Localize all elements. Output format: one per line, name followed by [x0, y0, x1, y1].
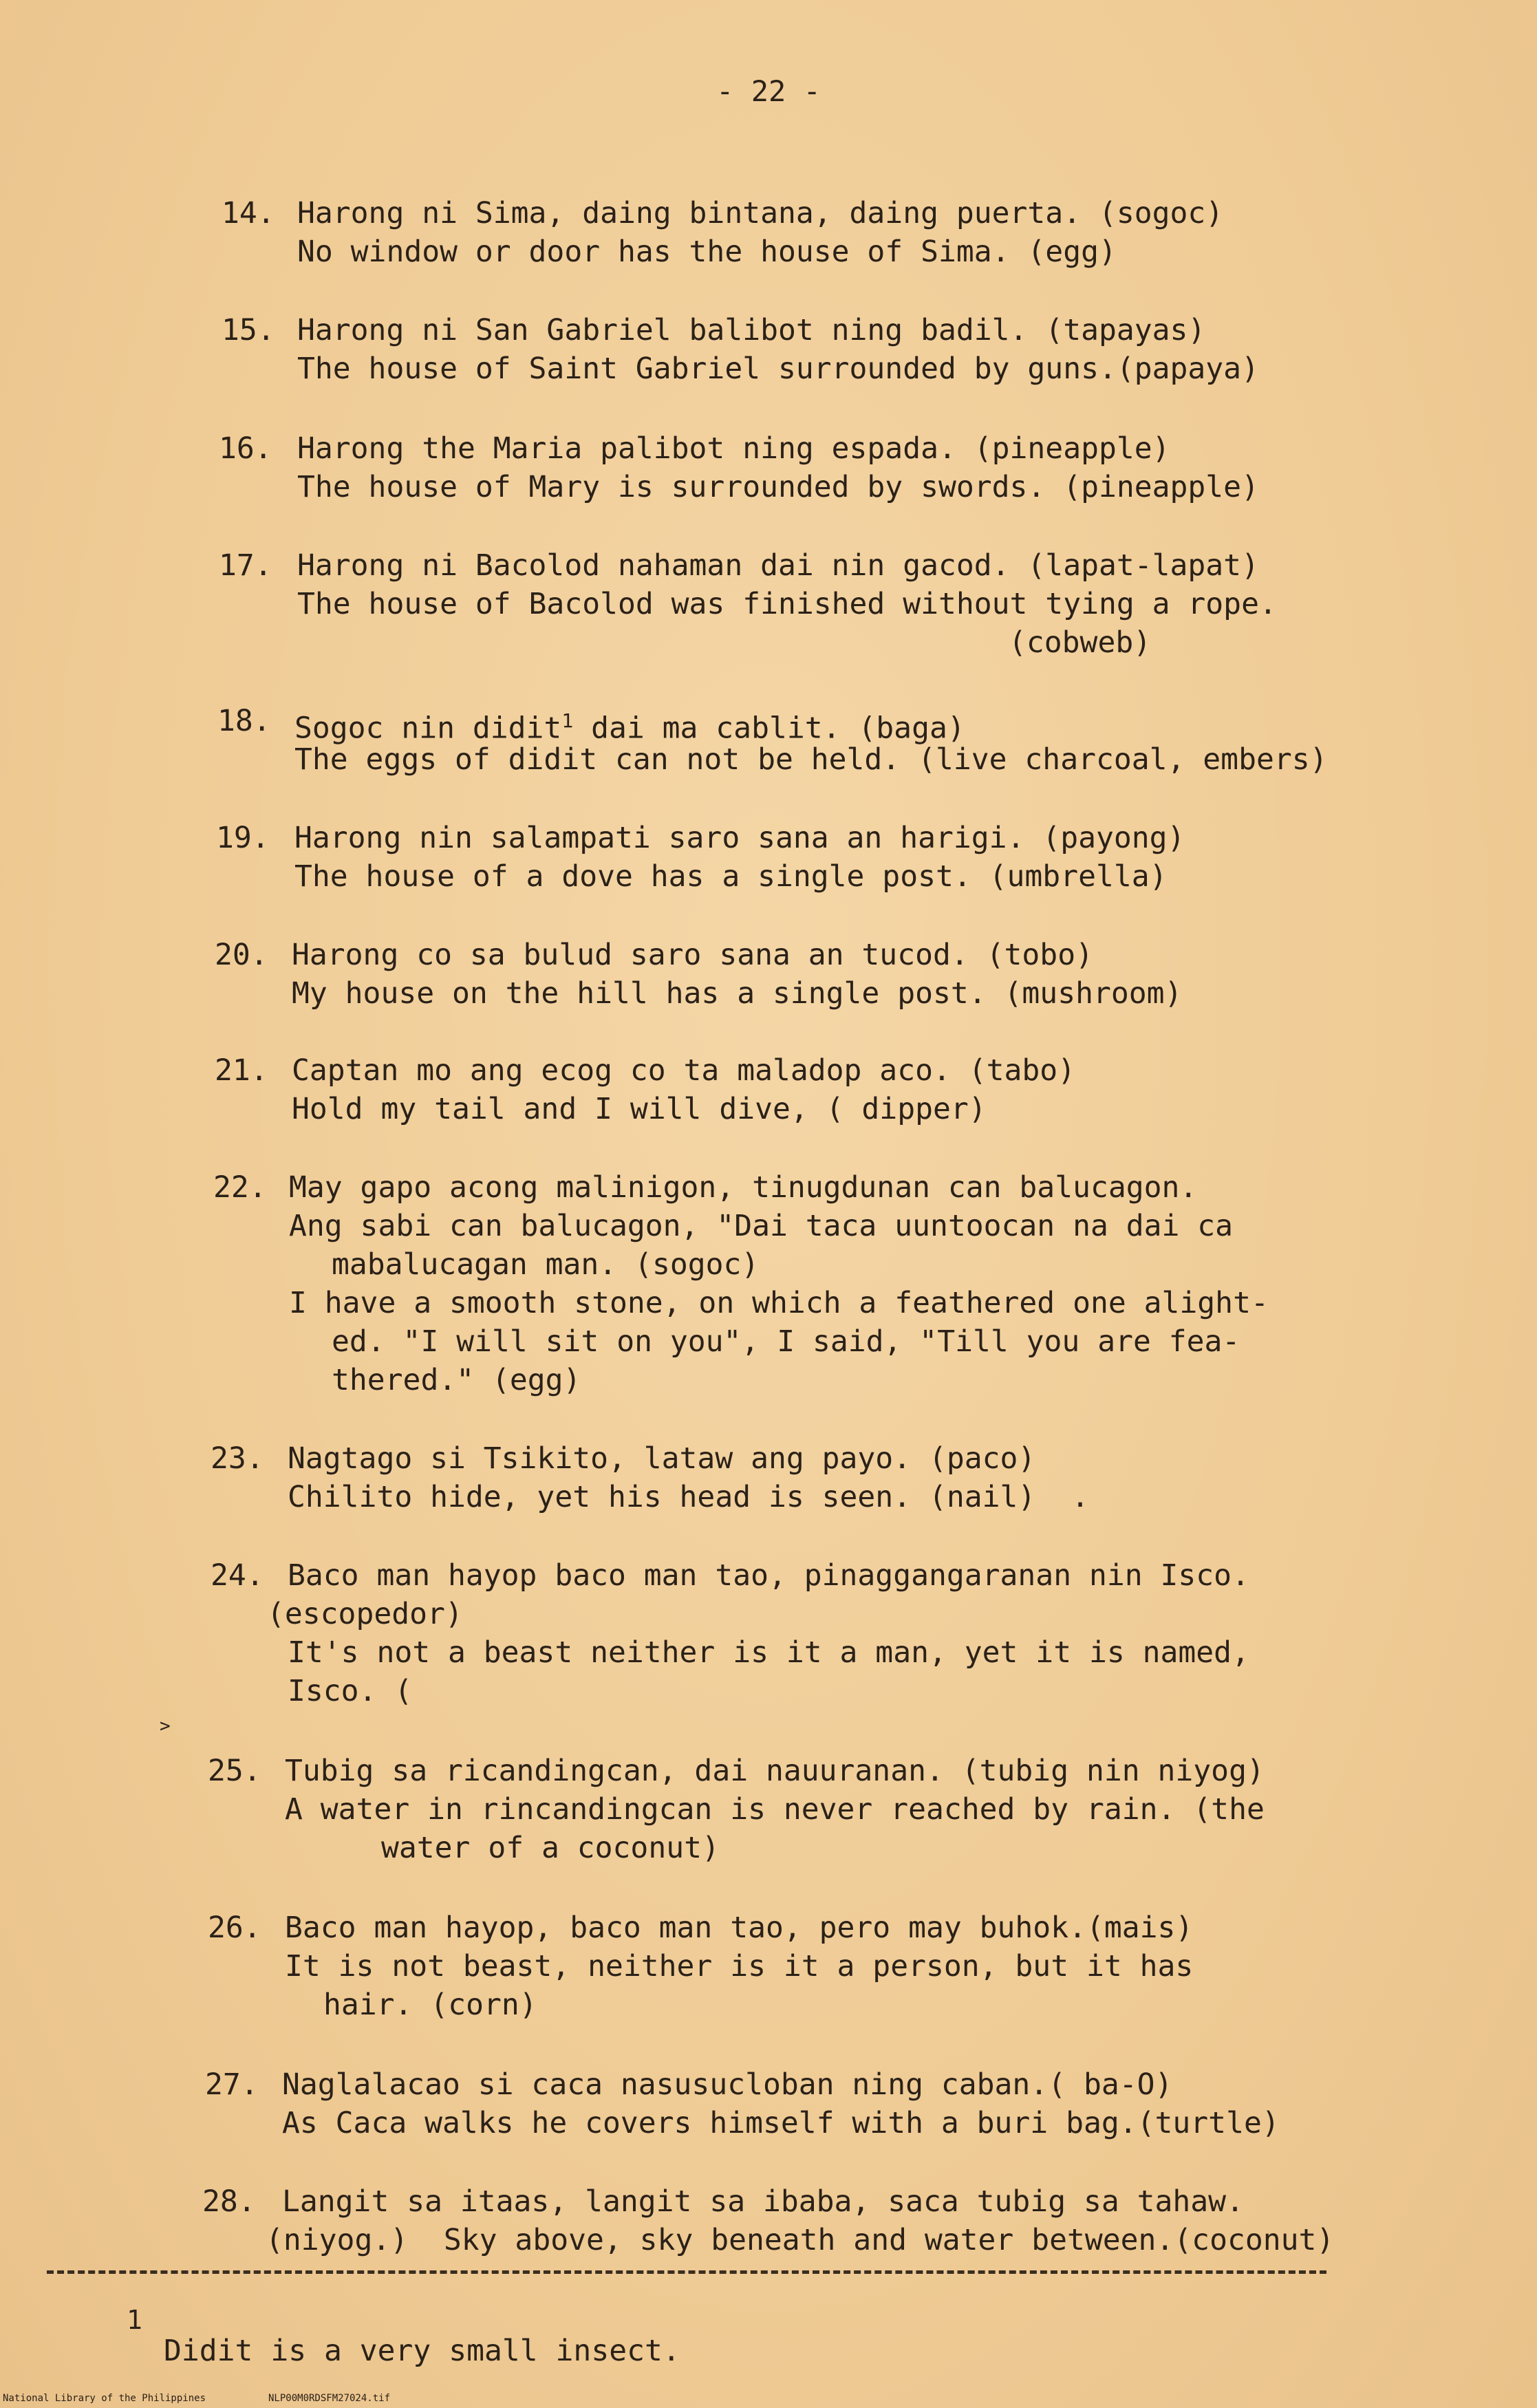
- riddle-answer-continued: (cobweb): [1009, 625, 1152, 660]
- riddle-translation: Hold my tail and I will dive, ( dipper): [292, 1092, 987, 1126]
- scan-file-label: NLP00M0RDSFM27024.tif: [268, 2393, 391, 2404]
- riddle-original: Harong ni Bacolod nahaman dai nin gacod. (lapat-lapat): [297, 548, 1259, 583]
- riddle-original: Harong the Maria palibot ning espada. (pineapple): [297, 431, 1170, 466]
- footnote-number: 1: [127, 2305, 142, 2335]
- riddle-number: 20.: [215, 938, 268, 972]
- riddle-translation: I have a smooth stone, on which a feathered one alight-: [289, 1286, 1269, 1320]
- riddle-translation: ed. "I will sit on you", I said, "Till you are fea-: [332, 1324, 1240, 1359]
- riddle-translation: The house of Mary is surrounded by swords. (pineapple): [297, 470, 1259, 504]
- riddle-original: Harong ni Sima, daing bintana, daing puerta. (sogoc): [297, 196, 1224, 230]
- riddle-translation: No window or door has the house of Sima. (egg): [297, 235, 1117, 269]
- riddle-number: 15.: [222, 313, 275, 347]
- riddle-number: 14.: [222, 196, 275, 230]
- riddle-original: Ang sabi can balucagon, "Dai taca uuntoocan na dai ca: [289, 1209, 1234, 1243]
- riddle-translation: hair. (corn): [323, 1988, 537, 2022]
- footnote-ref: 1: [561, 709, 574, 732]
- riddle-translation: The house of Bacolod was finished without tying a rope.: [297, 587, 1277, 621]
- riddle-original: Captan mo ang ecog co ta maladop aco. (tabo): [292, 1053, 1076, 1088]
- riddle-translation: The house of a dove has a single post. (umbrella): [294, 859, 1168, 894]
- riddle-translation: (niyog.) Sky above, sky beneath and water between.(coconut): [266, 2223, 1335, 2257]
- riddle-text-part: Sogoc nin didit: [294, 711, 562, 746]
- riddle-original: Baco man hayop baco man tao, pinaggangaranan nin Isco.: [288, 1558, 1249, 1593]
- riddle-translation: Chilito hide, yet his head is seen. (nail) .: [288, 1480, 1089, 1514]
- riddle-number: 27.: [205, 2067, 259, 2102]
- riddle-text-part: dai ma cablit. (baga): [573, 711, 965, 746]
- riddle-number: 23.: [211, 1441, 264, 1476]
- footnote-text: Didit is a very small insect.: [164, 2334, 680, 2368]
- riddle-number: 22.: [213, 1170, 267, 1205]
- riddle-number: 16.: [219, 431, 272, 466]
- riddle-original: Tubig sa ricandingcan, dai nauuranan. (tubig nin niyog): [285, 1754, 1265, 1788]
- riddle-translation: Isco. (: [288, 1674, 413, 1708]
- riddle-translation: water of a coconut): [381, 1831, 720, 1865]
- footnote-divider: [47, 2270, 1326, 2274]
- riddle-translation: thered." (egg): [332, 1363, 581, 1397]
- riddle-number: 28.: [202, 2184, 256, 2219]
- riddle-original: Harong ni San Gabriel balibot ning badil. (tapayas): [297, 313, 1206, 347]
- riddle-number: 19.: [216, 821, 270, 855]
- riddle-original: mabalucagan man. (sogoc): [332, 1247, 760, 1282]
- riddle-number: 25.: [208, 1754, 261, 1788]
- riddle-translation: A water in rincandingcan is never reached by rain. (the: [285, 1792, 1265, 1827]
- riddle-translation: As Caca walks he covers himself with a buri bag.(turtle): [282, 2106, 1280, 2140]
- riddle-translation: The eggs of didit can not be held. (live charcoal, embers): [294, 742, 1328, 777]
- scan-source-label: National Library of the Philippines: [3, 2393, 206, 2404]
- riddle-translation: It is not beast, neither is it a person, but it has: [285, 1949, 1194, 1984]
- riddle-original: Harong nin salampati saro sana an harigi. (payong): [294, 821, 1185, 855]
- riddle-original: Naglalacao si caca nasusucloban ning caban.( ba-O): [282, 2067, 1173, 2102]
- riddle-number: 21.: [215, 1053, 268, 1088]
- riddle-original: Nagtago si Tsikito, lataw ang payo. (paco): [288, 1441, 1036, 1476]
- riddle-translation: The house of Saint Gabriel surrounded by guns.(papaya): [297, 352, 1259, 386]
- riddle-original: Harong co sa bulud saro sana an tucod. (tobo): [292, 938, 1093, 972]
- riddle-number: 26.: [208, 1911, 261, 1945]
- riddle-original: Langit sa itaas, langit sa ibaba, saca tubig sa tahaw.: [282, 2184, 1244, 2219]
- riddle-number: 18.: [217, 704, 271, 738]
- riddle-original: May gapo acong malinigon, tinugdunan can balucagon.: [289, 1170, 1198, 1205]
- riddle-answer: (escopedor): [267, 1597, 463, 1631]
- margin-mark: >: [160, 1716, 171, 1737]
- riddle-number: 17.: [219, 548, 272, 583]
- riddle-translation: It's not a beast neither is it a man, yet it is named,: [288, 1635, 1249, 1670]
- riddle-number: 24.: [211, 1558, 264, 1593]
- page-number: - 22 -: [716, 74, 821, 108]
- riddle-original: Baco man hayop, baco man tao, pero may buhok.(mais): [285, 1911, 1194, 1945]
- riddle-translation: My house on the hill has a single post. (mushroom): [292, 976, 1183, 1011]
